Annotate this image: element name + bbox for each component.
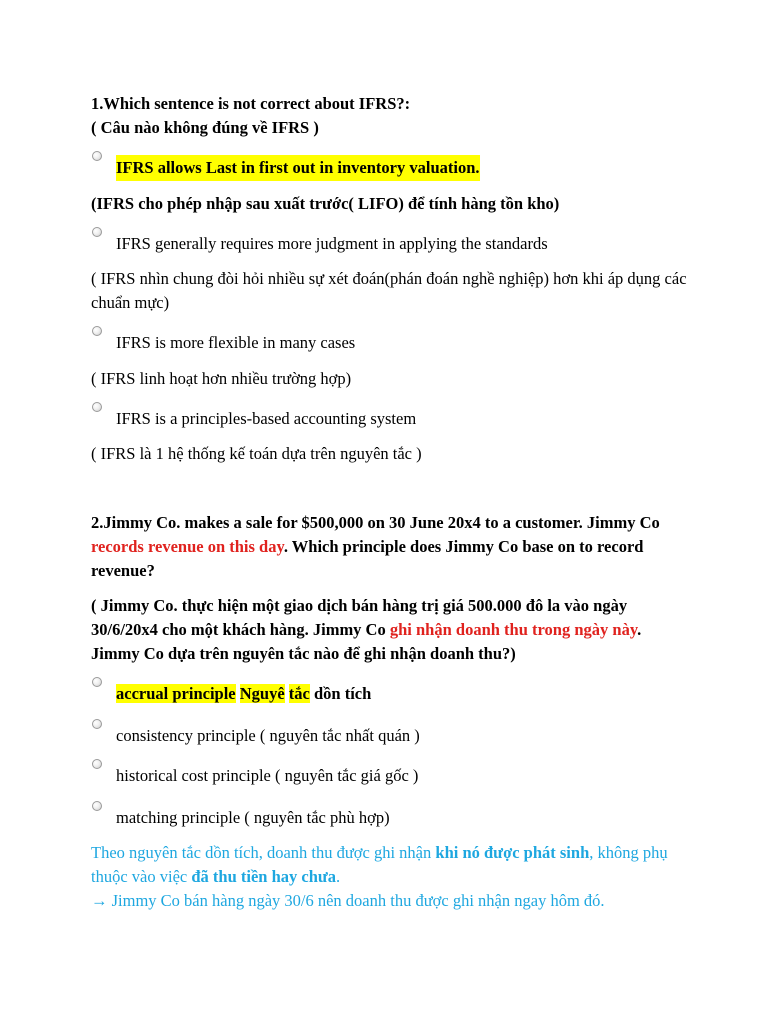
q2-option-c-label: historical cost principle ( nguyên tắc giá gốc ): [116, 766, 419, 785]
q2-option-a-label: [116, 681, 371, 707]
explanation-text-2: , không phụ thuộc vào việc: [91, 843, 668, 886]
question-1-text: 1.Which sentence is not correct about IFRS?:: [91, 94, 411, 113]
q2-text-part2: . Which principle does Jimmy Co base on to record revenue?: [91, 537, 644, 580]
q1-option-d-translation: ( IFRS là 1 hệ thống kế toán dựa trên nguyên tắc ): [91, 444, 422, 463]
q2-option-b-label: consistency principle ( nguyên tắc nhất quán ): [116, 726, 420, 745]
question-1-translation: ( Câu nào không đúng về IFRS ): [91, 118, 319, 137]
q1-option-c[interactable]: [91, 330, 691, 356]
q1-option-d[interactable]: [91, 406, 691, 432]
question-1-title: [91, 92, 691, 140]
radio-icon[interactable]: [92, 719, 102, 729]
radio-icon[interactable]: [92, 801, 102, 811]
question-2-text: [91, 511, 691, 583]
q2-translation-part1: ( Jimmy Co. thực hiện một giao dịch bán hàng trị giá 500.000 đô la vào ngày 30/6/20x4 cho một khách hàng. Jimmy Co: [91, 596, 628, 639]
q1-option-b-translation: ( IFRS nhìn chung đòi hỏi nhiều sự xét đoán(phán đoán nghề nghiệp) hơn khi áp dụng các chuẩn mực): [91, 269, 687, 312]
explanation-bold-1: khi nó được phát sinh: [435, 843, 590, 862]
q2-option-b[interactable]: [91, 723, 691, 749]
question-2-translation: [91, 594, 691, 666]
explanation-line-2: [91, 889, 691, 913]
q2-translation-emphasis: ghi nhận doanh thu trong ngày này: [389, 620, 638, 639]
q2-option-a-en: accrual principle: [116, 684, 236, 703]
q1-option-d-label: IFRS is a principles-based accounting system: [116, 409, 417, 428]
explanation-conclusion: Jimmy Co bán hàng ngày 30/6 nên doanh thu được ghi nhận ngay hôm đó.: [111, 891, 605, 910]
q2-option-a[interactable]: [91, 681, 691, 707]
q1-option-b[interactable]: [91, 231, 691, 257]
q2-option-a-vi-part2: tắc: [288, 684, 310, 703]
radio-icon[interactable]: [92, 402, 102, 412]
arrow-icon: →: [91, 891, 108, 910]
radio-icon[interactable]: [92, 151, 102, 161]
radio-icon[interactable]: [92, 227, 102, 237]
q1-option-b-label: IFRS generally requires more judgment in applying the standards: [116, 234, 548, 253]
q2-option-d[interactable]: [91, 805, 691, 831]
explanation: [91, 841, 691, 913]
explanation-text-1: Theo nguyên tắc dồn tích, doanh thu được ghi nhận: [91, 843, 436, 862]
q2-option-c[interactable]: [91, 763, 691, 789]
radio-icon[interactable]: [92, 677, 102, 687]
q2-text-part1: 2.Jimmy Co. makes a sale for $500,000 on 30 June 20x4 to a customer. Jimmy Co: [91, 513, 660, 532]
q2-translation-part2: . Jimmy Co dựa trên nguyên tắc nào để ghi nhận doanh thu?): [91, 620, 642, 663]
explanation-text-3: .: [336, 867, 341, 886]
q1-option-a-translation: (IFRS cho phép nhập sau xuất trước( LIFO) để tính hàng tồn kho): [91, 194, 560, 213]
radio-icon[interactable]: [92, 759, 102, 769]
q2-text-emphasis: records revenue on this day: [91, 537, 284, 556]
q1-option-a[interactable]: [91, 155, 691, 181]
q2-option-a-vi-part3: dồn tích: [313, 684, 372, 703]
explanation-bold-2: đã thu tiền hay chưa: [191, 867, 337, 886]
q1-option-c-label: IFRS is more flexible in many cases: [116, 333, 356, 352]
q2-option-a-vi-part1: Nguyê: [239, 684, 285, 703]
q1-option-a-label: IFRS allows Last in first out in inventory valuation.: [116, 155, 480, 181]
q2-option-d-label: matching principle ( nguyên tắc phù hợp): [116, 808, 390, 827]
explanation-line-1: [91, 841, 691, 889]
radio-icon[interactable]: [92, 326, 102, 336]
q1-option-c-translation: ( IFRS linh hoạt hơn nhiều trường hợp): [91, 369, 352, 388]
